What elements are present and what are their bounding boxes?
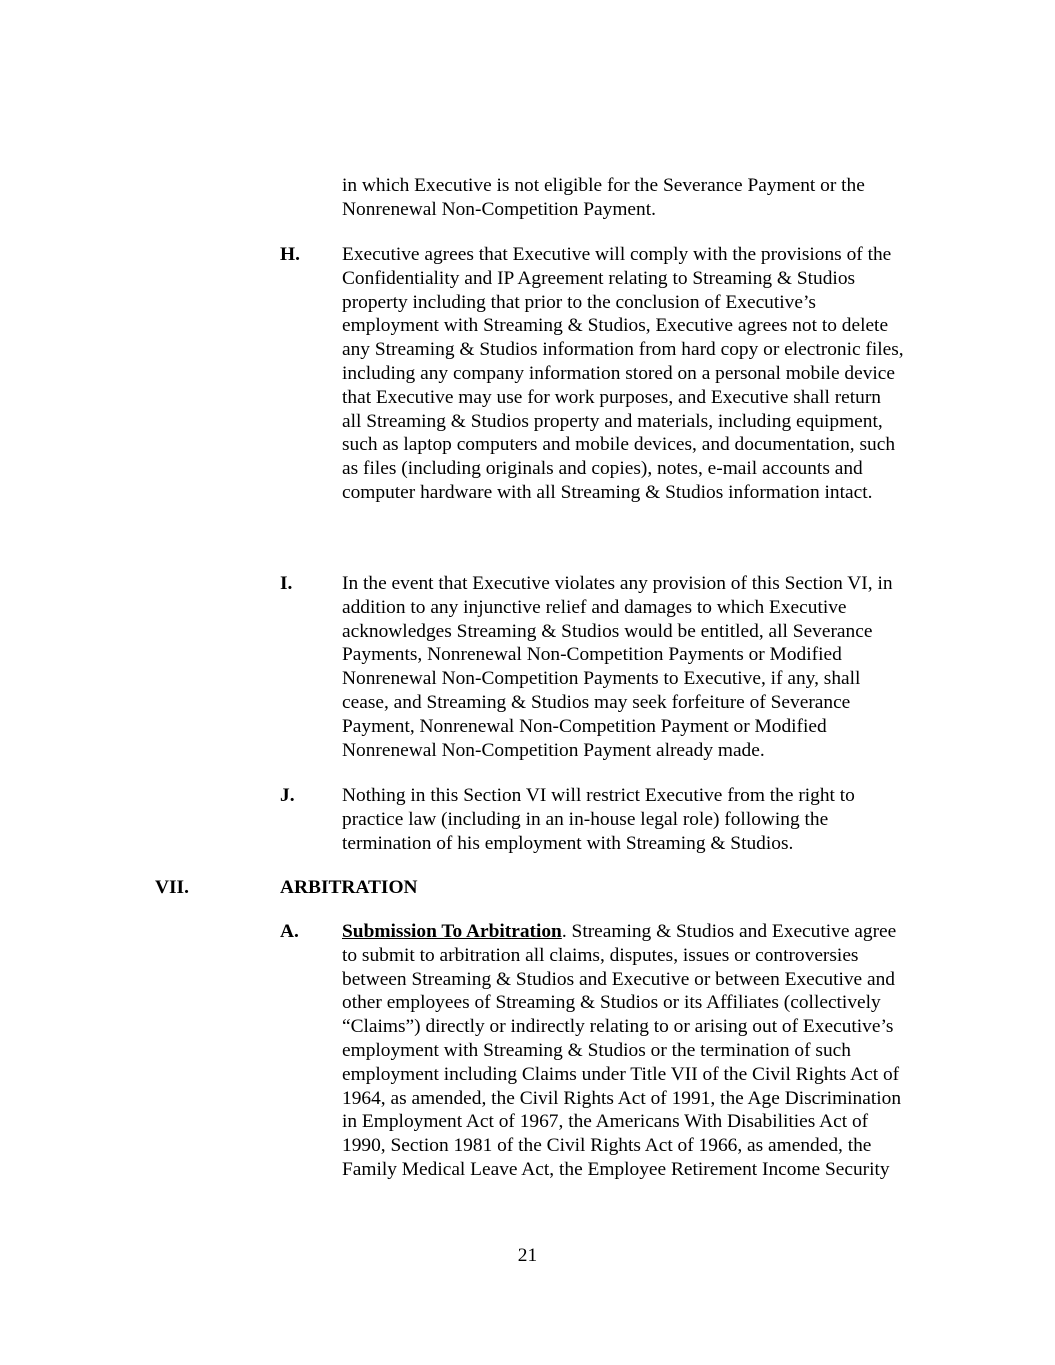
subsection-a-label: A. — [280, 921, 299, 942]
section-number: VII. — [155, 877, 189, 898]
page-number: 21 — [517, 1245, 538, 1266]
item-i-text: In the event that Executive violates any provision of this Section VI, in addition to any injunctive relief and damages to which Executive acknowledges Streaming & Studios would be entitled, all Severance Payments, Nonrenewal Non-Competition Payments or Modified Nonrenewal Non-Competition Payments to Executive, if any, shall cease, and Streaming & Studios may seek forfeiture of Severance Payment, Nonrenewal Non-Competition Payment or Modified Nonrenewal Non-Competition Payment already made. — [342, 573, 893, 761]
item-i-label: I. — [280, 573, 293, 594]
item-j-text: Nothing in this Section VI will restrict Executive from the right to practice law (including in an in-house legal role) following the termination of his employment with Streaming & Studios. — [342, 785, 855, 854]
subsection-a-heading: Submission To Arbitration — [342, 921, 562, 942]
continuation-paragraph: in which Executive is not eligible for the Severance Payment or the Nonrenewal Non-Competition Payment. — [342, 175, 865, 220]
item-j-label: J. — [280, 785, 295, 806]
subsection-a-text: . Streaming & Studios and Executive agree to submit to arbitration all claims, disputes, issues or controversies between Streaming & Studios and Executive or between Executive and other employees of Streaming & Studios or its Affiliates (collectively “Claims”) directly or indirectly relating to or arising out of Executive’s employment with Streaming & Studios or the termination of such employment including Claims under Title VII of the Civil Rights Act of 1964, as amended, the Civil Rights Act of 1991, the Age Discrimination in Employment Act of 1967, the Americans With Disabilities Act of 1990, Section 1981 of the Civil Rights Act of 1966, as amended, the Family Medical Leave Act, the Employee Retirement Income Security — [342, 921, 902, 1180]
subsection-a-paragraph — [342, 920, 904, 1182]
section-title: ARBITRATION — [280, 877, 418, 898]
item-h-text: Executive agrees that Executive will comply with the provisions of the Confidentiality and IP Agreement relating to Streaming & Studios property including that prior to the conclusion of Executive’s employment with Streaming & Studios, Executive agrees not to delete any Streaming & Studios information from hard copy or electronic files, including any company information stored on a personal mobile device that Executive may use for work purposes, and Executive shall return all Streaming & Studios property and materials, including equipment, such as laptop computers and mobile devices, and documentation, such as files (including originals and copies), notes, e-mail accounts and computer hardware with all Streaming & Studios information intact. — [342, 244, 904, 503]
item-h-label: H. — [280, 244, 300, 265]
